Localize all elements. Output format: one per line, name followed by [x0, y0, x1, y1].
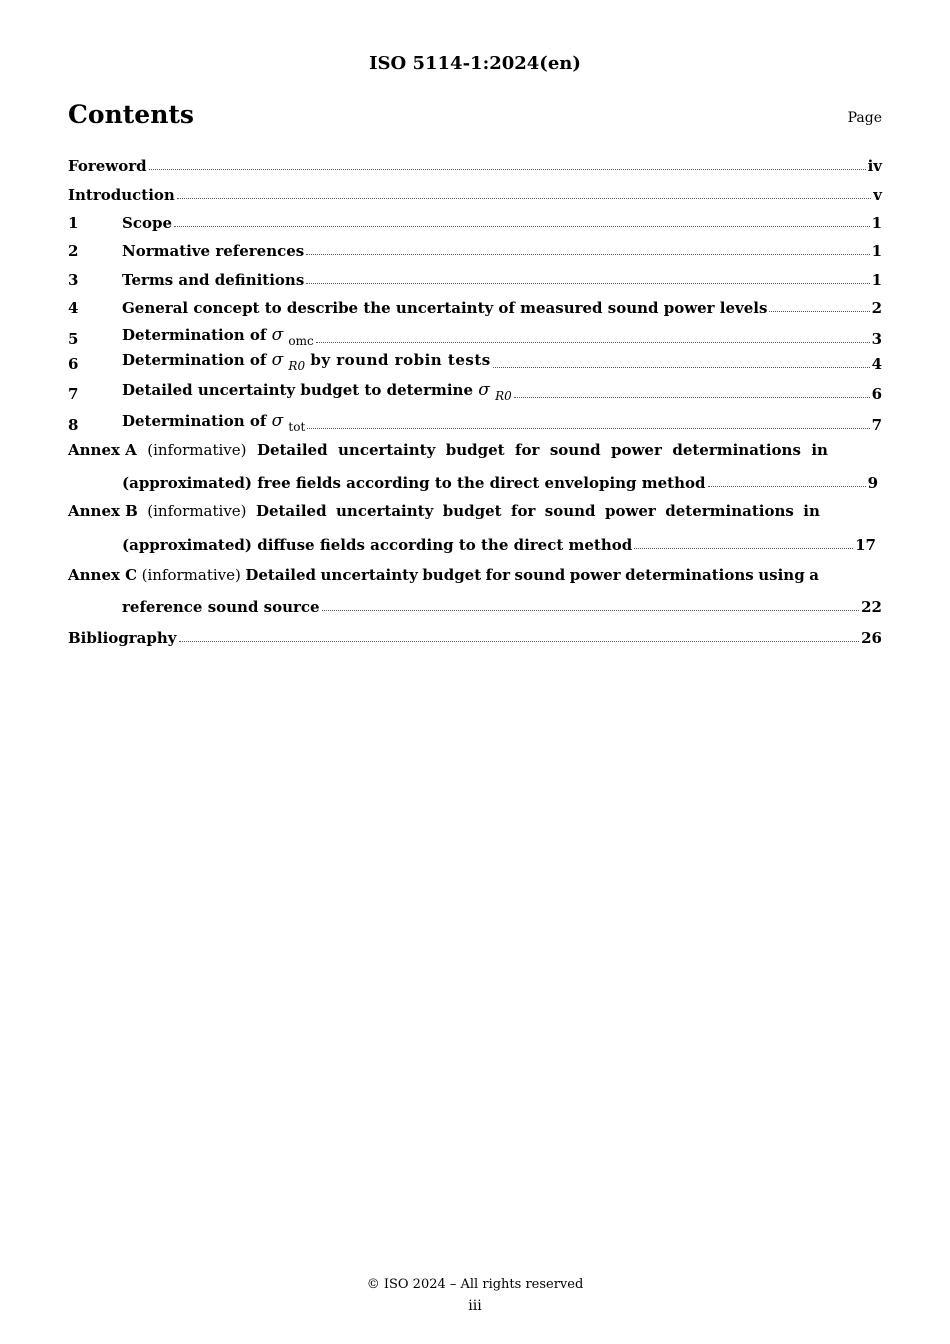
- annex-title-word: for: [485, 566, 511, 584]
- toc-entry-page: iv: [867, 157, 882, 175]
- toc-entry-page: 1: [871, 242, 882, 260]
- toc-entry-annex-b-cont[interactable]: [68, 532, 876, 554]
- toc-entry-clause-1[interactable]: [68, 210, 882, 232]
- dot-leader: [174, 226, 870, 227]
- toc-entry-page: 3: [871, 330, 882, 348]
- annex-title-word: uncertainty: [338, 441, 436, 459]
- toc-entry-title: Scope: [122, 214, 173, 232]
- annex-title-word: budget: [445, 441, 505, 459]
- toc-entry-clause-7[interactable]: [68, 381, 882, 403]
- toc-entry-page: 6: [871, 385, 882, 403]
- toc-title-text: Determination of: [122, 326, 267, 344]
- toc-entry-annex-a-cont[interactable]: [68, 470, 878, 492]
- toc-entry-number: 7: [68, 385, 79, 403]
- toc-entry-page: 7: [871, 416, 882, 434]
- sigma-subscript: R0: [288, 359, 306, 373]
- page-column-label: Page: [847, 110, 882, 126]
- document-id: ISO 5114-1:2024(en): [369, 53, 581, 74]
- toc-title-text: by round robin tests: [310, 351, 491, 369]
- dot-leader: [634, 548, 853, 549]
- sigma-symbol: σ: [271, 411, 284, 431]
- toc-title-text: Determination of: [122, 412, 267, 430]
- dot-leader: [514, 397, 870, 398]
- toc-entry-introduction[interactable]: [68, 182, 882, 204]
- contents-heading: Contents: [68, 100, 195, 129]
- copyright-notice: © ISO 2024 – All rights reserved: [366, 1277, 584, 1292]
- toc-entry-page: 26: [861, 629, 882, 647]
- toc-title-text: Determination of: [122, 351, 267, 369]
- annex-title-word: sound: [549, 441, 601, 459]
- toc-entry-title: Bibliography: [68, 629, 177, 647]
- dot-leader: [306, 283, 869, 284]
- toc-entry-number: 2: [68, 242, 79, 260]
- annex-title-word: uncertainty: [320, 566, 418, 584]
- toc-entry-number: 6: [68, 355, 79, 373]
- sigma-symbol: σ: [478, 380, 490, 400]
- page-number: iii: [468, 1298, 482, 1314]
- annex-title-word: Detailed: [255, 502, 327, 520]
- annex-title-word: determinations: [665, 502, 794, 520]
- toc-entry-clause-5[interactable]: [68, 326, 882, 348]
- toc-entry-foreword[interactable]: [68, 153, 882, 175]
- toc-entry-title: [122, 350, 491, 373]
- toc-entry-page: 1: [871, 271, 882, 289]
- toc-entry-title: (approximated) free fields according to the direct enveloping method: [122, 474, 706, 492]
- annex-title-word: budget: [442, 502, 502, 520]
- sigma-subscript: omc: [288, 334, 314, 348]
- annex-informative: (informative): [141, 566, 241, 584]
- toc-entry-page: 17: [855, 536, 876, 554]
- annex-title-word: in: [811, 441, 828, 459]
- annex-title-word: using: [758, 566, 805, 584]
- annex-informative: (informative): [147, 441, 247, 459]
- sigma-subscript: tot: [288, 420, 306, 434]
- dot-leader: [769, 311, 869, 312]
- toc-entry-number: 3: [68, 271, 79, 289]
- annex-title-word: power: [569, 566, 621, 584]
- annex-title-word: power: [604, 502, 656, 520]
- annex-title-word: sound: [544, 502, 596, 520]
- dot-leader: [493, 367, 870, 368]
- toc-entry-title: [122, 325, 314, 348]
- toc-entry-title: Foreword: [68, 157, 147, 175]
- toc-entry-page: 1: [871, 214, 882, 232]
- sigma-symbol: σ: [271, 325, 284, 345]
- annex-title-word: a: [809, 566, 819, 584]
- annex-label: Annex B: [68, 502, 138, 520]
- toc-entry-clause-8[interactable]: [68, 412, 882, 434]
- annex-title-word: Detailed: [245, 566, 317, 584]
- toc-entry-clause-6[interactable]: [68, 351, 882, 373]
- annex-title-word: budget: [422, 566, 482, 584]
- annex-informative: (informative): [147, 502, 247, 520]
- toc-entry-title: [122, 411, 305, 434]
- toc-entry-page: 2: [871, 299, 882, 317]
- toc-entry-number: 1: [68, 214, 79, 232]
- annex-title-word: sound: [514, 566, 566, 584]
- toc-entry-title: General concept to describe the uncertainty of measured sound power levels: [122, 299, 768, 317]
- annex-title-word: power: [611, 441, 662, 459]
- toc-entry-title: Introduction: [68, 186, 175, 204]
- dot-leader: [322, 610, 860, 611]
- toc-entry-bibliography[interactable]: [68, 625, 882, 647]
- toc-entry-page: 22: [861, 598, 882, 616]
- toc-entry-page: v: [873, 186, 882, 204]
- toc-entry-number: 8: [68, 416, 79, 434]
- sigma-subscript: R0: [495, 389, 512, 403]
- toc-entry-clause-2[interactable]: [68, 238, 882, 260]
- annex-title-word: uncertainty: [336, 502, 434, 520]
- toc-entry-title: Normative references: [122, 242, 305, 260]
- dot-leader: [708, 486, 866, 487]
- toc-entry-number: 5: [68, 330, 79, 348]
- toc-entry-title: [122, 380, 512, 403]
- annex-title-word: Detailed: [256, 441, 328, 459]
- annex-title-word: for: [511, 502, 536, 520]
- toc-entry-annex-a[interactable]: [68, 441, 828, 459]
- dot-leader: [306, 254, 869, 255]
- toc-entry-clause-4[interactable]: [68, 295, 882, 317]
- dot-leader: [149, 169, 866, 170]
- toc-entry-clause-3[interactable]: [68, 267, 882, 289]
- annex-title-word: for: [515, 441, 540, 459]
- dot-leader: [177, 198, 871, 199]
- toc-entry-page: 9: [867, 474, 878, 492]
- dot-leader: [179, 641, 860, 642]
- annex-label: Annex A: [68, 441, 137, 459]
- toc-entry-title: (approximated) diffuse fields according to the direct method: [122, 536, 633, 554]
- annex-label: Annex C: [68, 566, 138, 584]
- annex-title-word: in: [803, 502, 820, 520]
- toc-entry-number: 4: [68, 299, 79, 317]
- annex-title-word: determinations: [625, 566, 754, 584]
- toc-entry-annex-c-cont[interactable]: [68, 594, 882, 616]
- dot-leader: [307, 428, 869, 429]
- annex-title-word: determinations: [672, 441, 801, 459]
- dot-leader: [316, 342, 870, 343]
- toc-entry-page: 4: [871, 355, 882, 373]
- toc-entry-annex-b[interactable]: [68, 502, 820, 520]
- sigma-symbol: σ: [271, 350, 284, 370]
- toc-entry-annex-c[interactable]: [68, 566, 819, 584]
- toc-entry-title: Terms and definitions: [122, 271, 305, 289]
- toc-title-text: Detailed uncertainty budget to determine: [122, 381, 474, 399]
- toc-entry-title: reference sound source: [122, 598, 320, 616]
